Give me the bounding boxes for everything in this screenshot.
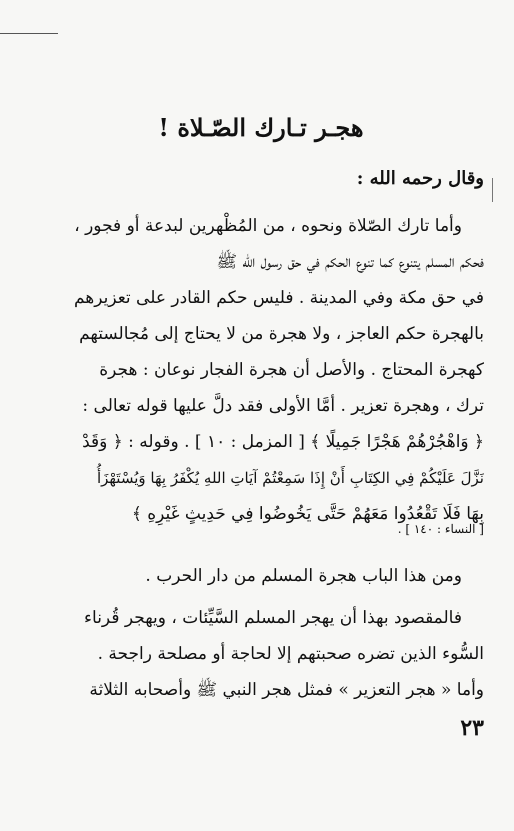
text-line: السُّوء الذين تضره صحبتهم إلا لحاجة أو مصلحة راجحة . (97, 644, 484, 664)
text-line: فالمقصود بهذا أن يهجر المسلم السَّيِّئات ، ويهجر قُرناء (84, 608, 462, 628)
section-subhead: وقال رحمه الله : (356, 168, 484, 189)
text-line: ﴿ وَاهْجُرْهُمْ هَجْرًا جَمِيلًا ﴾ [ المزمل : ١٠ ] . وقوله : ﴿ وَقَدْ (82, 432, 484, 452)
paragraph-3 (38, 600, 484, 708)
text-line: وأما « هجر التعزير » فمثل هجر النبي ﷺ وأصحابه الثلاثة (89, 680, 484, 700)
text-line: كهجرة المحتاج . والأصل أن هجرة الفجار نوعان : هجرة (99, 360, 484, 380)
chapter-title: هجـر تـارك الصّـلاة ! (158, 113, 364, 142)
paragraph-2: ومن هذا الباب هجرة المسلم من دار الحرب . (145, 566, 462, 586)
text-line: وأما تارك الصّلاة ونحوه ، من المُظْهرين لبدعة أو فجور ، (74, 216, 462, 236)
verse-reference: [ النساء : ١٤٠ ] . (397, 522, 484, 536)
text-line: فحكم المسلم يتنوع كما تنوع الحكم في حق رسول الله ﷺ (216, 252, 484, 272)
text-line: بِهَا فَلَا تَقْعُدُوا مَعَهُمْ حَتَّى يَخُوضُوا فِي حَدِيثٍ غَيْرِهِ ﴾ (131, 504, 484, 524)
page-number: ٢٣ (460, 715, 484, 741)
text-line: ترك ، وهجرة تعزير . أمَّا الأولى فقد دلَّ عليها قوله تعالى : (82, 396, 484, 416)
text-line: في حق مكة وفي المدينة . فليس حكم القادر على تعزيرهم (73, 288, 484, 308)
top-edge-rule (0, 33, 58, 34)
paragraph-1 (38, 208, 484, 532)
text-line: بالهجرة حكم العاجز ، ولا هجرة من لا يحتاج إلى مُجالستهم (79, 324, 484, 344)
margin-mark (492, 178, 493, 202)
text-line: نَزَّلَ عَلَيْكُمْ فِي الكِتَابِ أَنْ إِذَا سَمِعْتُمْ آيَاتِ اللهِ يُكْفَرُ بِهَا وَيُسْتَهْزَأُ (96, 469, 484, 487)
